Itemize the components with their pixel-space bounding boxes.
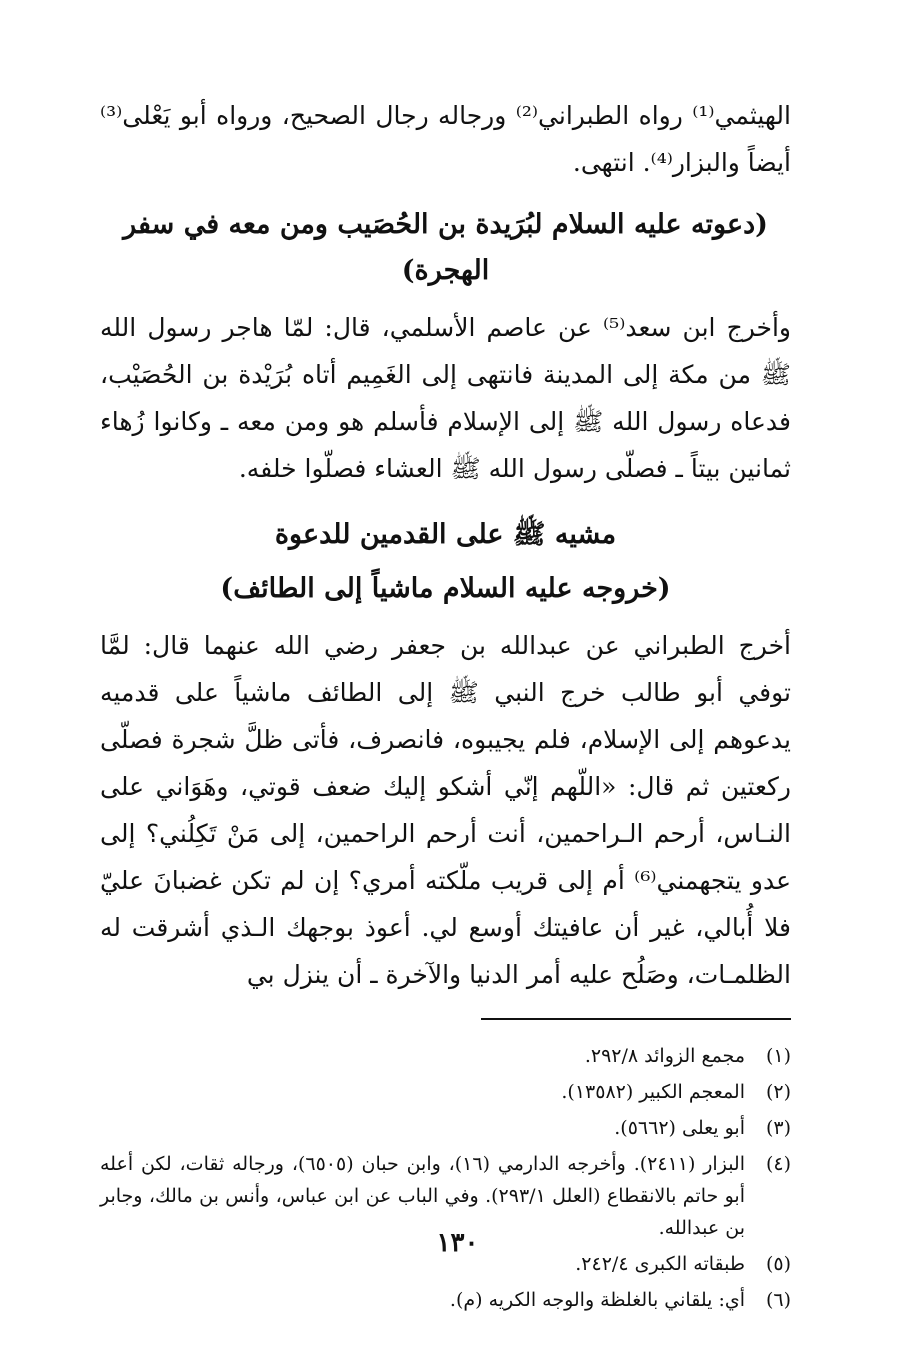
footnote-item [100, 1284, 791, 1316]
footnote-text: أي: يلقاني بالغلظة والوجه الكريه (م). [449, 1289, 745, 1311]
footnote-text: البزار (٢٤١١). وأخرجه الدارمي (١٦)، وابن حبان (٦٥٠٥)، ورجاله ثقات، لكن أعله أبو حاتم بالانقطاع (العلل ٢٩٣/١). وفي الباب عن ابن عباس، وأنس بن مالك، وجابر بن عبدالله. [100, 1153, 745, 1239]
section-heading-taif: (خروجه عليه السلام ماشياً إلى الطائف) [220, 573, 671, 604]
footnote-item [100, 1040, 791, 1072]
section-heading-buraydah: (دعوته عليه السلام لبُرَيدة بن الحُصَيب ومن معه في سفر الهجرة) [123, 209, 768, 286]
paragraph-ibn-saad: وأخرج ابن سعد⁽⁵⁾ عن عاصم الأسلمي، قال: لمّا هاجر رسول الله ﷺ من مكة إلى المدينة فانتهى إلى الغَمِيم أتاه بُرَيْدة بن الحُصَيْب، فدعاه رسول الله ﷺ إلى الإسلام فأسلم هو ومن معه ـ وكانوا زُهاء ثمانين بيتاً ـ فصلّى رسول الله ﷺ العشاء فصلّوا خلفه. [100, 313, 791, 483]
footnote-number: (٣) [765, 1117, 791, 1139]
footnote-number: (٤) [765, 1153, 791, 1175]
paragraph-taif-narration: أخرج الطبراني عن عبدالله بن جعفر رضي الله عنهما قال: لمَّا توفي أبو طالب خرج النبي ﷺ إلى الطائف ماشياً على قدميه يدعوهم إلى الإسلام، فلم يجيبوه، فانصرف، فأتى ظلَّ شجرة فصلّى ركعتين ثم قال: «اللّهم إنّي أشكو إليك ضعف قوتي، وهَوَاني على النـاس، أرحم الـراحمين، أنت أرحم الراحمين، إلى مَنْ تَكِلُني؟ إلى عدو يتجهمني⁽⁶⁾ أم إلى قريب ملّكته أمري؟ إن لم تكن غضبانَ عليّ فلا أُبالي، غير أن عافيتك أوسع لي. أعوذ بوجهك الـذي أشرقت له الظلمـات، وصَلُح عليه أمر الدنيا والآخرة ـ أن ينزل بي [100, 631, 791, 989]
footnote-text: أبو يعلى (٥٦٦٢). [614, 1117, 745, 1139]
footnote-number: (٢) [765, 1081, 791, 1103]
footnote-text: طبقاته الكبرى ٢٤٢/٤. [575, 1253, 745, 1275]
footnote-text: مجمع الزوائد ٢٩٢/٨. [584, 1045, 745, 1067]
footnote-item [100, 1076, 791, 1108]
footnote-number: (٥) [765, 1253, 791, 1275]
footnote-item [100, 1112, 791, 1144]
chapter-heading-walking: مشيه ﷺ على القدمين للدعوة [274, 519, 617, 550]
page-number: ١٣٠ [436, 1228, 479, 1258]
footnote-text: المعجم الكبير (١٣٥٨٢). [561, 1081, 745, 1103]
footnote-separator [481, 1018, 791, 1020]
footnotes-list [100, 1040, 791, 1316]
paragraph-opening: الهيثمي⁽¹⁾ رواه الطبراني⁽²⁾ ورجاله رجال الصحيح، ورواه أبو يَعْلى⁽³⁾ أيضاً والبزار⁽⁴⁾. انتهى. [100, 101, 791, 177]
footnote-number: (١) [765, 1045, 791, 1067]
footnote-number: (٦) [765, 1289, 791, 1311]
